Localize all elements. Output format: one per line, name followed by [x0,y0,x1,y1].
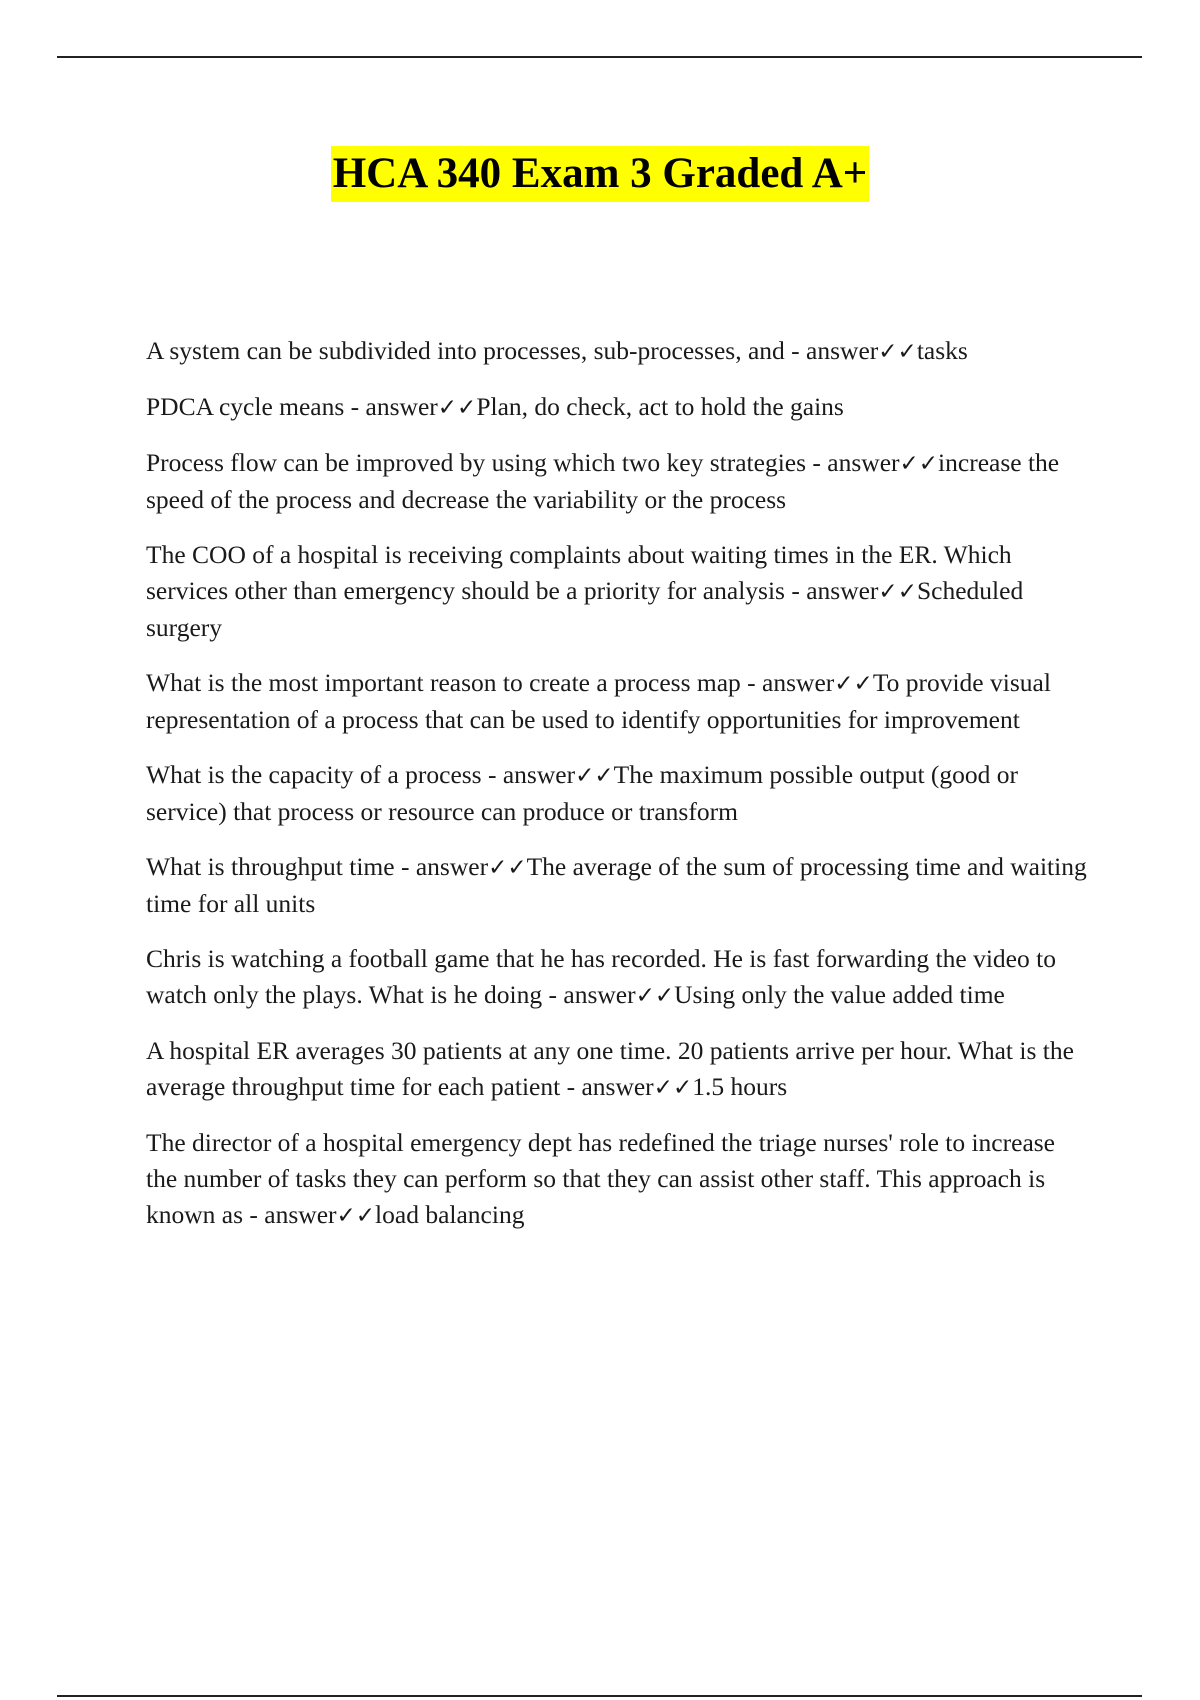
qa-item [146,941,1091,1014]
double-check-icon: ✓✓ [878,339,917,365]
question-text: Process flow can be improved by using which two key strategies - [146,448,828,477]
qa-item [146,537,1091,646]
question-text: The director of a hospital emergency dept has redefined the triage nurses' role to increase the number of tasks they can perform so that they can assist other staff. This approach is known as - [146,1128,1055,1229]
question-text: A system can be subdivided into processes, sub-processes, and - [146,336,807,365]
qa-item [146,333,1091,370]
answer-marker: answer [806,336,879,365]
qa-list [146,333,1091,1253]
double-check-icon: ✓✓ [575,763,614,789]
top-rule [57,56,1142,58]
double-check-icon: ✓✓ [834,671,873,697]
question-text: Chris is watching a football game that he has recorded. He is fast forwarding the video to watch only the plays. What is he doing - [146,944,1056,1009]
answer-text: To provide visual representation of a process that can be used to identify opportunities for improvement [146,668,1051,734]
question-text: What is the capacity of a process - [146,760,503,789]
answer-marker: answer [502,760,576,789]
double-check-icon: ✓✓ [635,983,675,1009]
answer-text: Plan, do check, act to hold the gains [476,392,844,421]
answer-marker: answer [264,1200,337,1229]
question-text: A hospital ER averages 30 patients at any one time. 20 patients arrive per hour. What is the average throughput time for each patient - [146,1036,1074,1101]
question-text: What is throughput time - [146,852,416,881]
answer-text: tasks [916,336,968,365]
answer-marker: answer [762,668,835,697]
bottom-rule [57,1695,1142,1697]
answer-text: Using only the value added time [674,980,1005,1009]
answer-text: 1.5 hours [692,1072,788,1101]
double-check-icon: ✓✓ [437,395,477,421]
answer-marker: answer [415,852,489,881]
answer-marker: answer [581,1072,654,1101]
answer-text: increase the speed of the process and decrease the variability or the process [146,448,1060,514]
question-text: PDCA cycle means - [146,392,366,421]
answer-text: load balancing [375,1200,525,1229]
document-title: HCA 340 Exam 3 Graded A+ [331,146,870,202]
qa-item [146,1125,1091,1234]
qa-item [146,445,1091,518]
double-check-icon: ✓✓ [878,579,917,605]
double-check-icon: ✓✓ [899,451,939,477]
qa-item [146,849,1091,922]
answer-marker: answer [806,576,879,605]
double-check-icon: ✓✓ [336,1203,376,1229]
answer-text: The average of the sum of processing time and waiting time for all units [146,852,1087,918]
answer-text: The maximum possible output (good or service) that process or resource can produce or transform [146,760,1019,826]
qa-item [146,757,1091,830]
answer-marker: answer [563,980,636,1009]
question-text: What is the most important reason to create a process map - [146,668,763,697]
qa-item [146,665,1091,738]
answer-marker: answer [365,392,438,421]
title-block [0,146,1200,202]
double-check-icon: ✓✓ [653,1075,693,1101]
double-check-icon: ✓✓ [488,855,527,881]
question-text: The COO of a hospital is receiving complaints about waiting times in the ER. Which services other than emergency should be a priority for analysis - [146,540,1012,605]
qa-item [146,389,1091,426]
answer-marker: answer [827,448,900,477]
answer-text: Scheduled surgery [146,576,1024,642]
qa-item [146,1033,1091,1106]
